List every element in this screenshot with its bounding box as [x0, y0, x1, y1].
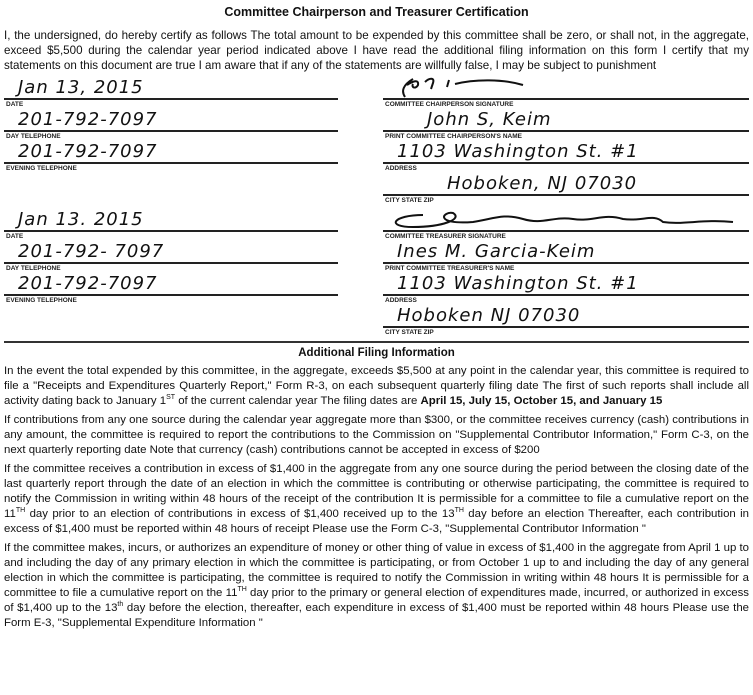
treasurer-city-value[interactable]: Hoboken NJ 07030 — [397, 305, 581, 326]
chair-signature-slot[interactable] — [383, 77, 749, 98]
chair-date-field — [4, 77, 338, 109]
p1-text-a: In the event the total expended by this committee, in the aggregate, exceeds $5,500 at any point in the calendar year, this committee is required to file a "Receipts and Expenditures Quarterly Report," Form R-3, on each subsequent quarterly filing date The first of such reports shall include all activity dating back to January 1 — [4, 365, 749, 407]
chair-left-column — [4, 77, 338, 205]
p1-filing-dates: April 15, July 15, October 15, and January 15 — [420, 395, 663, 407]
chair-date-value[interactable]: Jan 13, 2015 — [18, 77, 144, 98]
p1-superscript: ST — [166, 394, 176, 402]
chair-city-label: CITY STATE ZIP — [385, 197, 434, 204]
chair-name-label: PRINT COMMITTEE CHAIRPERSON'S NAME — [385, 133, 522, 140]
treasurer-signature-field — [383, 209, 749, 241]
treasurer-left-column — [4, 209, 338, 337]
treasurer-address-field — [383, 273, 749, 305]
treasurer-address-label: ADDRESS — [385, 297, 417, 304]
chair-evening-telephone-field — [4, 141, 338, 173]
chair-evening-telephone-label: EVENING TELEPHONE — [6, 165, 77, 172]
paragraph-expenditures — [4, 541, 749, 631]
chair-date-label: DATE — [6, 101, 24, 108]
treasurer-right-column — [383, 209, 749, 337]
section-divider — [4, 341, 749, 343]
p4-text-c: day before the election, thereafter, each expenditure in excess of $1,400 must be reported within 48 hours Please use the Form E-3, "Supplemental Expenditure Information " — [4, 602, 749, 629]
paragraph-election-contributions — [4, 462, 749, 537]
treasurer-name-value[interactable]: Ines M. Garcia-Keim — [397, 241, 596, 262]
treasurer-evening-telephone-field — [4, 273, 338, 305]
treasurer-evening-telephone-label: EVENING TELEPHONE — [6, 297, 77, 304]
treasurer-signature-label: COMMITTEE TREASURER SIGNATURE — [385, 233, 506, 240]
chair-day-telephone-field — [4, 109, 338, 141]
additional-info-title: Additional Filing Information — [298, 347, 455, 359]
treasurer-name-label: PRINT COMMITTEE TREASURER'S NAME — [385, 265, 515, 272]
chair-day-telephone-value[interactable]: 201-792-7097 — [18, 109, 158, 130]
p3-superscript-2: TH — [454, 507, 464, 515]
chair-name-value[interactable]: John S, Keim — [427, 109, 552, 130]
p4-superscript-1: TH — [237, 586, 247, 594]
p3-superscript-1: TH — [15, 507, 26, 515]
chairperson-section — [4, 77, 749, 205]
chair-address-label: ADDRESS — [385, 165, 417, 172]
chair-signature-label: COMMITTEE CHAIRPERSON SIGNATURE — [385, 101, 514, 108]
p3-text-a: If the committee receives a contribution in excess of $1,400 in the aggregate from any one source during the period between the closing date of the last quarterly report through the date of an election in which the committee is contributing or otherwise participating, the committee is required to notify the Commission in writing within 48 hours of the receipt of the contribution It is permissible for a committee to file a cumulative report on the 11 — [4, 463, 749, 520]
p3-text-b: day prior to an election of contributions in excess of $1,400 received up to the 13 — [25, 508, 455, 520]
p3-text-c: day before an election Thereafter, each contribution in excess of $1,400 must be reported within 48 hours of receipt Please use the Form C-3, "Supplemental Contributor Information " — [4, 508, 749, 535]
chair-address-value[interactable]: 1103 Washington St. #1 — [397, 141, 639, 162]
chair-city-value[interactable]: Hoboken, NJ 07030 — [447, 173, 638, 194]
p4-superscript-2: th — [117, 601, 124, 609]
treasurer-address-value[interactable]: 1103 Washington St. #1 — [397, 273, 639, 294]
treasurer-day-telephone-label: DAY TELEPHONE — [6, 265, 61, 272]
treasurer-section — [4, 209, 749, 337]
treasurer-date-value[interactable]: Jan 13. 2015 — [18, 209, 144, 230]
treasurer-day-telephone-field — [4, 241, 338, 273]
chair-signature-field — [383, 77, 749, 109]
chair-address-field — [383, 141, 749, 173]
chair-name-field — [383, 109, 749, 141]
paragraph-contributions: If contributions from any one source during the calendar year aggregate more than $300, or the committee receives currency (cash) contributions in any amount, the committee is required to report the contributions to the Commission on "Supplemental Contributor Information," Form C-3, on the next quarterly reporting date Note that currency (cash) contributions cannot be accepted in excess of $200 — [4, 414, 749, 456]
treasurer-evening-telephone-value[interactable]: 201-792-7097 — [18, 273, 158, 294]
paragraph-quarterly-report — [4, 364, 749, 409]
treasurer-day-telephone-value[interactable]: 201-792- 7097 — [18, 241, 165, 262]
p4-text-a: If the committee makes, incurs, or authorizes an expenditure of money or other thing of value in excess of $1,400 in the aggregate from April 1 up to and including the day of any primary election in which the committee is participating, or from October 1 up to and including the day of any general election in which the committee is participating, the committee is required to notify the Commission in writing within 48 hours It is permissible for a committee to file a cumulative report on the 11 — [4, 542, 749, 599]
treasurer-date-label: DATE — [6, 233, 24, 240]
certification-statement: I, the undersigned, do hereby certify as follows The total amount to be expended by this committee shall be zero, or shall not, in the aggregate, exceed $5,500 during the calendar year period indicated above I have read the additional filing information on this form I certify that my statements on this document are true I am aware that if any of the statements are willfully false, I may be subject to punishment — [4, 29, 749, 72]
treasurer-date-field — [4, 209, 338, 241]
certification-title: Committee Chairperson and Treasurer Certification — [224, 5, 529, 19]
p1-text-b: of the current calendar year The filing dates are — [175, 395, 421, 407]
p4-text-b: day prior to the primary or general election of expenditures made, incurred, or authorized in excess of $1,400 up to the 13 — [4, 587, 749, 614]
treasurer-signature-image — [383, 209, 743, 230]
chair-day-telephone-label: DAY TELEPHONE — [6, 133, 61, 140]
chair-signature-image — [383, 77, 543, 98]
chair-evening-telephone-value[interactable]: 201-792-7097 — [18, 141, 158, 162]
treasurer-city-label: CITY STATE ZIP — [385, 329, 434, 336]
treasurer-city-field — [383, 305, 749, 337]
chair-city-field — [383, 173, 749, 205]
treasurer-signature-slot[interactable] — [383, 209, 749, 230]
treasurer-name-field — [383, 241, 749, 273]
additional-info-body — [4, 364, 749, 631]
chair-right-column — [383, 77, 749, 205]
